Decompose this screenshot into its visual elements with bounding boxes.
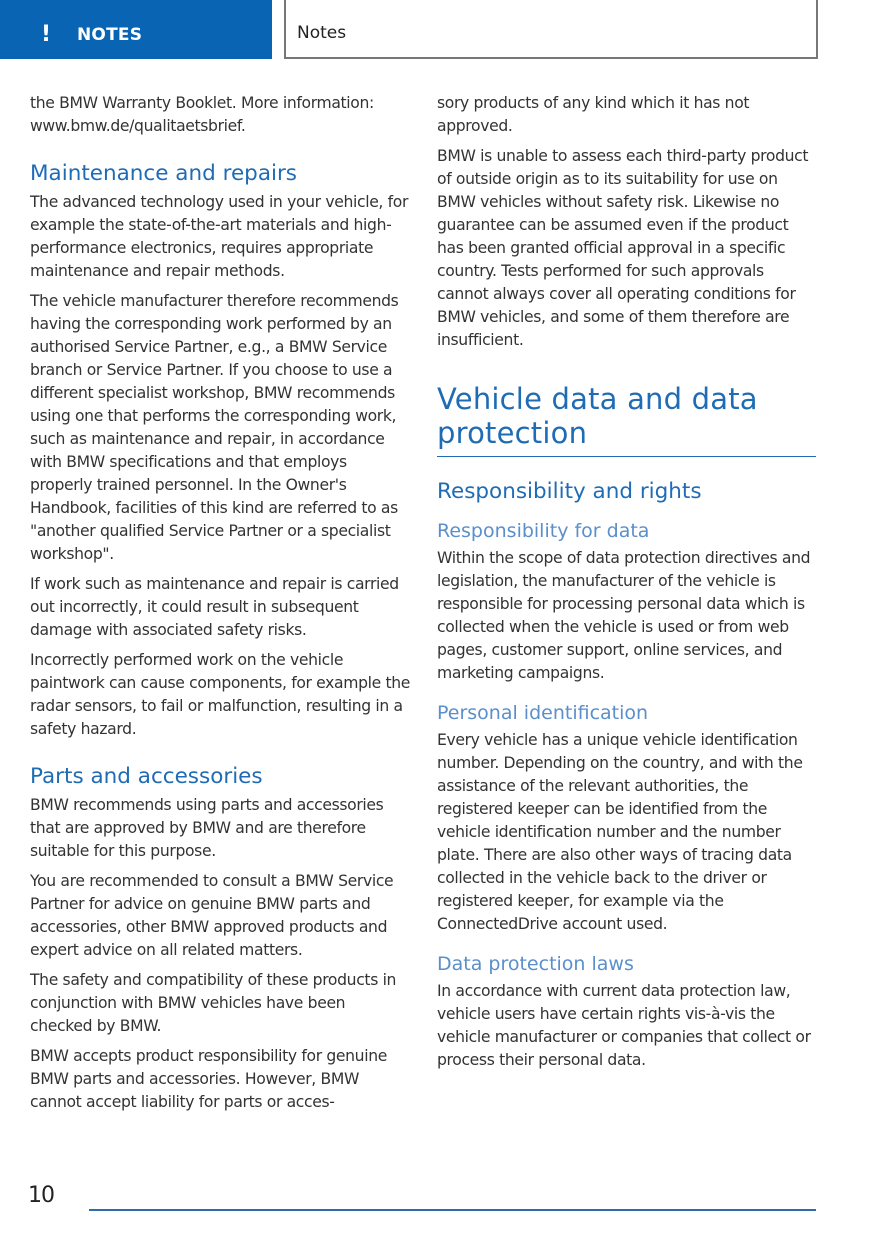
paragraph: BMW accepts product responsibility for genuine BMW parts and accessories. However, BMW cannot accept liability for parts or acces- <box>30 1047 387 1111</box>
paragraph: BMW recommends using parts and accessories that are approved by BMW and are therefore suitable for this purpose. <box>30 796 384 860</box>
chapter-divider <box>437 456 816 457</box>
heading-personal-identification: Personal identification <box>437 702 649 724</box>
heading-parts: Parts and accessories <box>30 764 263 789</box>
paragraph: The safety and compatibility of these products in conjunction with BMW vehicles have been checked by BMW. <box>30 971 397 1035</box>
heading-maintenance: Maintenance and repairs <box>30 161 298 186</box>
intro-paragraph: the BMW Warranty Booklet. More information: www.bmw.de/qualitaetsbrief. <box>30 94 374 135</box>
paragraph: Within the scope of data protection directives and legislation, the manufacturer of the vehicle is responsible for processing personal data which is collected when the vehicle is used or from web pages, customer support, online services, and marketing campaigns. <box>437 549 811 682</box>
paragraph: In accordance with current data protection law, vehicle users have certain rights vis-à-vis the vehicle manufacturer or companies that collect or process their personal data. <box>437 982 811 1069</box>
footer-divider <box>89 1209 816 1211</box>
paragraph: Incorrectly performed work on the vehicle paintwork can cause components, for example the radar sensors, to fail or malfunction, resulting in a safety hazard. <box>30 651 411 738</box>
right-column <box>437 92 817 1079</box>
page-number: 10 <box>28 1183 54 1208</box>
paragraph: The vehicle manufacturer therefore recommends having the corresponding work performed by an authorised Service Partner, e.g., a BMW Service branch or Service Partner. If you choose to use a different specialist workshop, BMW recommends using one that performs the corresponding work, such as maintenance and repair, in accordance with BMW specifications and that employs properly trained personnel. In the Owner's Handbook, facilities of this kind are referred to as "another qualified Service Partner or a specialist workshop". <box>30 292 399 563</box>
paragraph: BMW is unable to assess each third-party product of outside origin as to its suitability for use on BMW vehicles without safety risk. Likewise no guarantee can be assumed even if the product has been granted official approval in a specific country. Tests performed for such approvals cannot always cover all operating conditions for BMW vehicles, and some of them therefore are insufficient. <box>437 147 809 349</box>
paragraph: You are recommended to consult a BMW Service Partner for advice on genuine BMW parts and accessories, other BMW approved products and expert advice on all related matters. <box>30 872 394 959</box>
chapter-title-box <box>284 0 818 59</box>
section-heading: Responsibility and rights <box>437 479 702 504</box>
paragraph: Every vehicle has a unique vehicle identification number. Depending on the country, and with the assistance of the relevant authorities, the registered keeper can be identified from the vehicle identification number and the number plate. There are also other ways of tracing data collected in the vehicle back to the driver or registered keeper, for example via the ConnectedDrive account used. <box>437 731 803 933</box>
paragraph: sory products of any kind which it has not approved. <box>437 94 750 135</box>
section-tab-label: NOTES <box>77 25 143 45</box>
exclamation-icon: ! <box>41 22 52 47</box>
chapter-title: Notes <box>297 23 347 43</box>
heading-data-protection-laws: Data protection laws <box>437 953 634 975</box>
section-tab-notes <box>0 0 272 59</box>
left-column <box>30 92 410 1121</box>
chapter-heading: Vehicle data and data protection <box>437 382 758 450</box>
paragraph: The advanced technology used in your vehicle, for example the state-of-the-art materials and high-performance electronics, requires appropriate maintenance and repair methods. <box>30 193 409 280</box>
paragraph: If work such as maintenance and repair is carried out incorrectly, it could result in subsequent damage with associated safety risks. <box>30 575 399 639</box>
heading-responsibility-data: Responsibility for data <box>437 520 650 542</box>
